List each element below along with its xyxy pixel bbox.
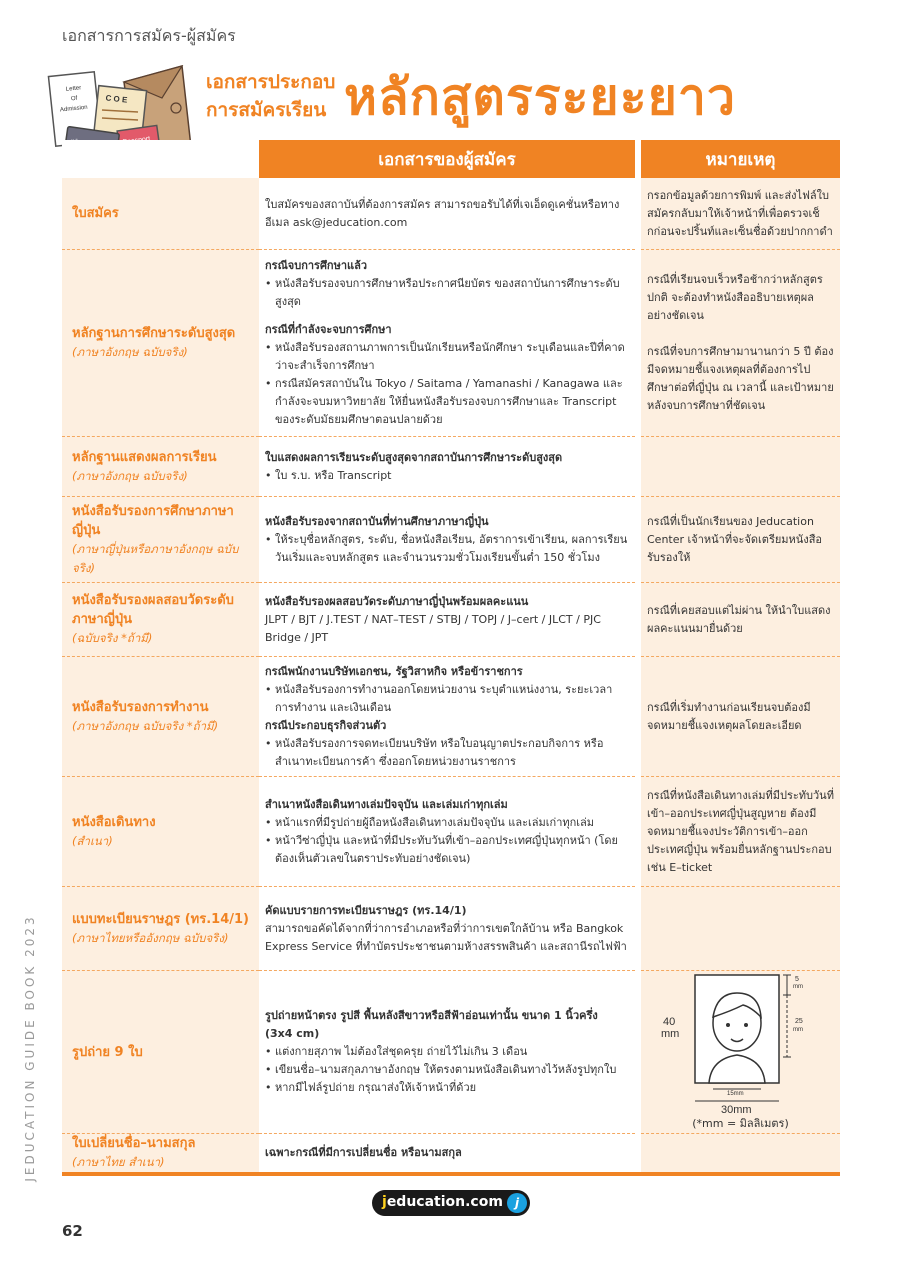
page-title: หลักสูตรระยะยาว xyxy=(344,68,737,126)
row-content-cell xyxy=(259,971,635,1134)
face-height-value: 25 xyxy=(795,1018,803,1025)
content-bullet: • หน้าแรกที่มีรูปถ่ายผู้ถือหนังสือเดินทางเล่มปัจจุบัน และเล่มเก่าทุกเล่ม xyxy=(265,814,629,832)
row-label-cell xyxy=(62,178,259,250)
content-heading: ใบแสดงผลการเรียนระดับสูงสุดจากสถาบันการศึกษาระดับสูงสุด xyxy=(265,450,563,464)
row-content-cell xyxy=(259,250,635,437)
content-text: ใบสมัครของสถาบันที่ต้องการสมัคร สามารถขอรับได้ที่เจเอ็ดดูเคชั่นหรือทางอีเมล ask@jeducation.com xyxy=(265,197,620,229)
row-label: หนังสือรับรองผลสอบวัดระดับภาษาญี่ปุ่น xyxy=(72,593,234,627)
row-note-cell xyxy=(641,178,840,250)
row-label-cell xyxy=(62,1134,259,1176)
row-note-cell xyxy=(641,583,840,657)
row-label-cell xyxy=(62,777,259,887)
content-text: JLPT / BJT / J.TEST / NAT–TEST / STBJ / TOPJ / J–cert / JLCT / PJC Bridge / JPT xyxy=(265,612,601,644)
row-label-sub: (ภาษาอังกฤษ ฉบับจริง) xyxy=(72,468,188,483)
row-note-cell xyxy=(641,887,840,971)
content-heading: รูปถ่ายหน้าตรง รูปสี พื้นหลังสีขาวหรือสีฟ้าอ่อนเท่านั้น ขนาด 1 นิ้วครึ่ง (3x4 cm) xyxy=(265,1009,598,1040)
content-heading: กรณีพนักงานบริษัทเอกชน, รัฐวิสาหกิจ หรือข้าราชการ xyxy=(265,664,523,678)
row-content-cell xyxy=(259,657,635,777)
row-label: หนังสือเดินทาง xyxy=(72,814,156,830)
row-content-cell xyxy=(259,583,635,657)
content-heading: สำเนาหนังสือเดินทางเล่มปัจจุบัน และเล่มเก่าทุกเล่ม xyxy=(265,797,508,811)
content-spacer xyxy=(265,311,629,321)
width-label: 30mm xyxy=(721,1104,752,1116)
title-line2: การสมัครเรียน xyxy=(206,99,327,121)
row-note: กรณีที่เรียนจบเร็วหรือช้ากว่าหลักสูตรปกติ จะต้องทำหนังสืออธิบายเหตุผลอย่างชัดเจน กรณีที่จบการศึกษามานานกว่า 5 ปี ต้องมีจดหมายชี้แจงเหตุผลที่ต้องการไปศึกษาต่อที่ญี่ปุ่น ณ เวลานี้ และเป้าหมายหลังจบการศึกษาที่ชัดเจน xyxy=(647,273,834,412)
row-label-cell xyxy=(62,657,259,777)
row-label: ใบเปลี่ยนชื่อ–นามสกุล xyxy=(72,1136,196,1151)
row-label-cell xyxy=(62,437,259,497)
table-row xyxy=(62,497,840,583)
header-docs: เอกสารของผู้สมัคร xyxy=(259,140,635,178)
side-text-label: JEDUCATION GUIDE BOOK 2023 xyxy=(23,914,37,1182)
logo-text: jeducation.com xyxy=(382,1194,503,1210)
content-bullet: • หนังสือรับรองจบการศึกษาหรือประกาศนียบัตร ของสถาบันการศึกษาระดับสูงสุด xyxy=(265,275,629,311)
row-note: กรณีที่เป็นนักเรียนของ Jeducation Center เจ้าหน้าที่จะจัดเตรียมหนังสือรับรองให้ xyxy=(647,514,823,564)
content-heading: คัดแบบรายการทะเบียนราษฎร (ทร.14/1) xyxy=(265,903,467,917)
row-content-cell xyxy=(259,497,635,583)
row-note: กรณีที่หนังสือเดินทางเล่มที่มีประทับวันที่เข้า–ออกประเทศญี่ปุ่นสูญหาย ต้องมีจดหมายชี้แจงประวัติการเข้า–ออกประเทศญี่ปุ่น พร้อมยื่นหลักฐานประกอบ เช่น E–ticket xyxy=(647,788,834,874)
row-label: รูปถ่าย 9 ใบ xyxy=(72,1044,143,1060)
photo-spec-svg xyxy=(647,971,837,1121)
row-content-cell xyxy=(259,777,635,887)
content-heading: กรณีประกอบธุรกิจส่วนตัว xyxy=(265,718,387,732)
row-label-sub: (ฉบับจริง *ถ้ามี) xyxy=(72,631,153,645)
content-text: สามารถขอคัดได้จากที่ว่าการอำเภอหรือที่ว่าการเขตใกล้บ้าน หรือ Bangkok Express Service ที่ทำบัตรประชาชนตามห้างสรรพสินค้า และสถานีรถไฟฟ้า xyxy=(265,921,627,953)
side-text xyxy=(20,908,40,1188)
row-label-sub: (ภาษาอังกฤษ ฉบับจริง *ถ้ามี) xyxy=(72,718,219,733)
content-bullet: • หนังสือรับรองสถานภาพการเป็นนักเรียนหรือนักศึกษา ระบุเดือนและปีที่คาดว่าจะสำเร็จการศึกษา xyxy=(265,339,629,375)
content-bullet: • หนังสือรับรองการทำงานออกโดยหน่วยงาน ระบุตำแหน่งงาน, ระยะเวลาการทำงาน และเงินเดือน xyxy=(265,681,629,717)
table-row xyxy=(62,777,840,887)
table-row xyxy=(62,971,840,1134)
letter-line3: Admission xyxy=(59,104,88,114)
page-number: 62 xyxy=(62,1222,83,1240)
face-height-unit: mm xyxy=(793,1027,803,1033)
content-bullet: • ให้ระบุชื่อหลักสูตร, ระดับ, ชื่อหนังสือเรียน, อัตราการเข้าเรียน, ผลการเรียน วันเริ่มและจบหลักสูตร และจำนวนรวมชั่วโมงเรียนขั้นต่ำ 150 ชั่วโมง xyxy=(265,531,629,567)
photo-unit-note: (*mm = มิลลิเมตร) xyxy=(692,1117,789,1130)
table-row xyxy=(62,583,840,657)
jeducation-logo xyxy=(372,1190,530,1216)
table-row xyxy=(62,1134,840,1176)
content-heading: เฉพาะกรณีที่มีการเปลี่ยนชื่อ หรือนามสกุล xyxy=(265,1146,462,1159)
content-bullet: • หากมีไฟล์รูปถ่าย กรุณาส่งให้เจ้าหน้าที่ด้วย xyxy=(265,1079,629,1097)
row-note-cell xyxy=(641,1134,840,1176)
face-width-label: 15mm xyxy=(727,1091,744,1097)
table-row xyxy=(62,178,840,250)
height-value: 40 xyxy=(663,1016,676,1028)
height-unit: mm xyxy=(661,1028,680,1040)
row-label: หลักฐานแสดงผลการเรียน xyxy=(72,449,217,465)
row-note-cell xyxy=(641,657,840,777)
content-bullet: • หนังสือรับรองการจดทะเบียนบริษัท หรือใบอนุญาตประกอบกิจการ หรือสำเนาทะเบียนการค้า ซึ่งออกโดยหน่วยงานราชการ xyxy=(265,735,629,771)
table-row xyxy=(62,437,840,497)
content-bullet: • หน้าวีซ่าญี่ปุ่น และหน้าที่มีประทับวันที่เข้า–ออกประเทศญี่ปุ่นทุกหน้า (โดยต้องเห็นตัวเลขในตราประทับอย่างชัดเจน) xyxy=(265,832,629,868)
row-note-cell xyxy=(641,437,840,497)
row-label-cell xyxy=(62,250,259,437)
row-content-cell xyxy=(259,887,635,971)
row-label-cell xyxy=(62,971,259,1134)
header-blank xyxy=(62,140,259,178)
row-label: หนังสือรับรองการทำงาน xyxy=(72,699,209,715)
coe-label: C O E xyxy=(105,93,128,105)
table-header-row xyxy=(62,140,840,178)
content-bullet: • แต่งกายสุภาพ ไม่ต้องใส่ชุดครุย ถ่ายไว้ไม่เกิน 3 เดือน xyxy=(265,1043,629,1061)
table-row xyxy=(62,250,840,437)
table-row xyxy=(62,657,840,777)
row-label-sub: (ภาษาไทยหรืออังกฤษ ฉบับจริง) xyxy=(72,930,229,945)
letter-line1: Letter xyxy=(65,85,82,93)
letter-line2: Of xyxy=(70,95,78,103)
table-row xyxy=(62,887,840,971)
row-note-cell xyxy=(641,971,840,1134)
row-note-cell xyxy=(641,497,840,583)
row-note-cell xyxy=(641,777,840,887)
row-label-sub: (สำเนา) xyxy=(72,833,113,848)
row-label-sub: (ภาษาอังกฤษ ฉบับจริง) xyxy=(72,345,188,359)
row-label: หลักฐานการศึกษาระดับสูงสุด xyxy=(72,326,236,341)
documents-table xyxy=(62,140,840,1176)
logo-badge: j xyxy=(507,1193,527,1213)
table-body xyxy=(62,178,840,1176)
content-heading: กรณีที่กำลังจะจบการศึกษา xyxy=(265,323,392,336)
top-margin-unit: mm xyxy=(793,984,803,990)
content-heading: หนังสือรับรองผลสอบวัดระดับภาษาญี่ปุ่นพร้อมผลคะแนน xyxy=(265,594,529,608)
title-small xyxy=(206,68,335,124)
photo-spec-diagram xyxy=(647,971,837,1121)
row-label: หนังสือรับรองการศึกษาภาษาญี่ปุ่น xyxy=(72,503,234,538)
row-label: ใบสมัคร xyxy=(72,206,119,221)
row-note: กรณีที่เคยสอบแต่ไม่ผ่าน ให้นำใบแสดงผลคะแนนมายื่นด้วย xyxy=(647,603,831,635)
row-note: กรณีที่เริ่มทำงานก่อนเรียนจบต้องมีจดหมายชี้แจงเหตุผลโดยละเอียด xyxy=(647,700,811,732)
content-bullet: • ใบ ร.บ. หรือ Transcript xyxy=(265,467,629,485)
row-content-cell xyxy=(259,437,635,497)
row-label-sub: (ภาษาญี่ปุ่นหรือภาษาอังกฤษ ฉบับจริง) xyxy=(72,541,239,575)
row-note-cell xyxy=(641,250,840,437)
row-label-cell xyxy=(62,497,259,583)
row-content-cell xyxy=(259,1134,635,1176)
header-note: หมายเหตุ xyxy=(641,140,840,178)
row-label-cell xyxy=(62,887,259,971)
title-line1: เอกสารประกอบ xyxy=(206,71,336,93)
top-margin-value: 5 xyxy=(795,976,799,983)
row-note: กรอกข้อมูลด้วยการพิมพ์ และส่งไฟล์ใบสมัครกลับมาให้เจ้าหน้าที่เพื่อตรวจเช็กก่อนจะปริ้นท์และเซ็นชื่อด้วยปากกาดำ xyxy=(647,188,833,238)
content-bullet: • กรณีสมัครสถาบันใน Tokyo / Saitama / Yamanashi / Kanagawa และกำลังจะจบมหาวิทยาลัย ให้ยื่นหนังสือรับรองจบการศึกษาและ Transcript ของระดับมัธยมศึกษาตอนปลายด้วย xyxy=(265,375,629,429)
row-label: แบบทะเบียนราษฎร (ทร.14/1) xyxy=(72,911,249,927)
content-bullet: • เขียนชื่อ–นามสกุลภาษาอังกฤษ ให้ตรงตามหนังสือเดินทางไว้หลังรูปทุกใบ xyxy=(265,1061,629,1079)
row-label-cell xyxy=(62,583,259,657)
section-label: เอกสารการสมัคร-ผู้สมัคร xyxy=(62,26,236,45)
row-label-sub: (ภาษาไทย สำเนา) xyxy=(72,1155,165,1169)
content-heading: กรณีจบการศึกษาแล้ว xyxy=(265,259,368,272)
content-heading: หนังสือรับรองจากสถาบันที่ท่านศึกษาภาษาญี่ปุ่น xyxy=(265,514,489,528)
row-content-cell xyxy=(259,178,635,250)
